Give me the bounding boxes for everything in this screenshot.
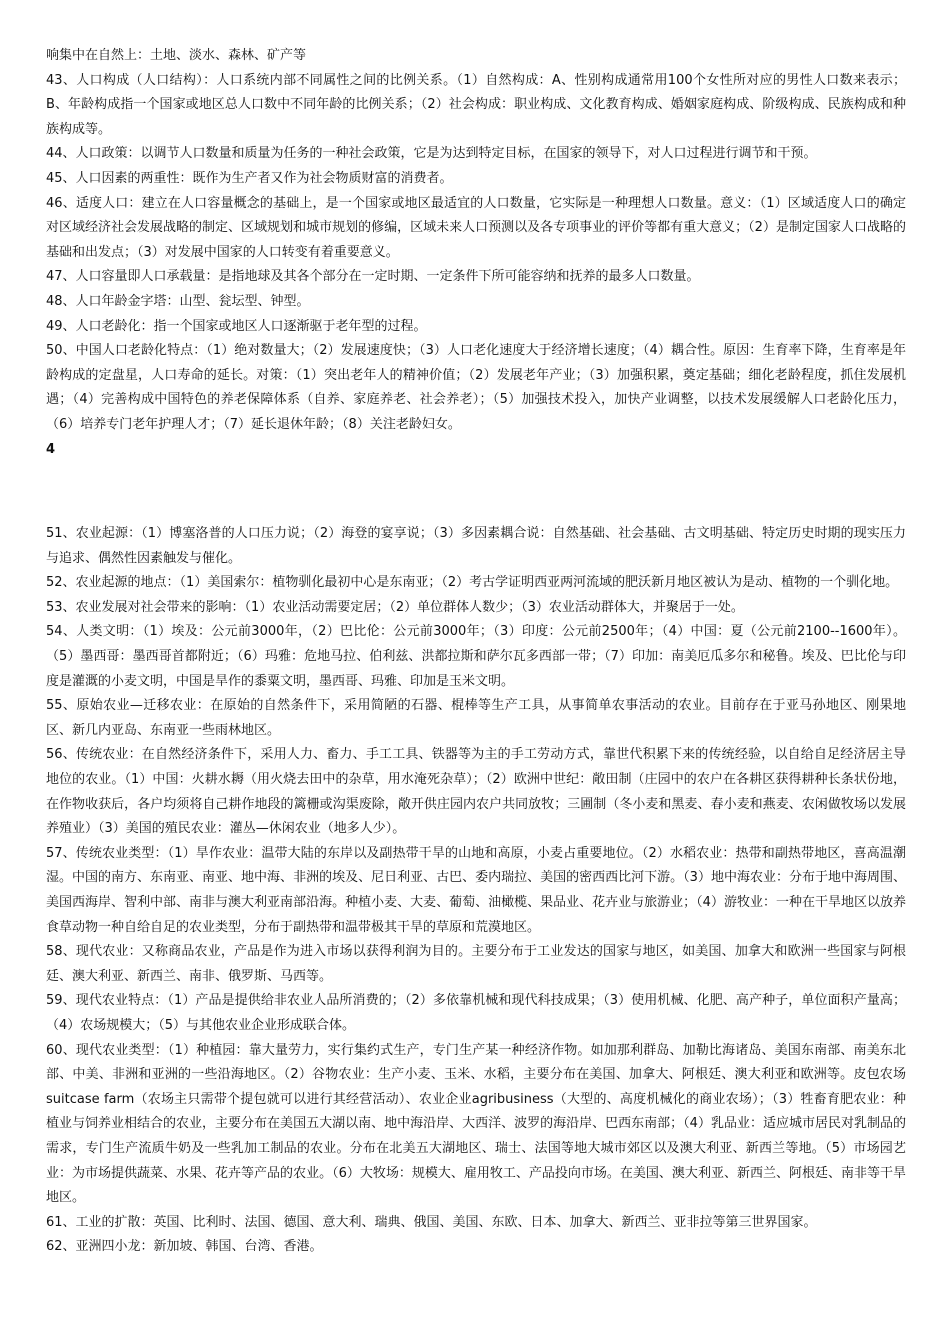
page-break-spacer: [46, 462, 906, 522]
paragraph-56: 56、传统农业：在自然经济条件下，采用人力、畜力、手工工具、铁器等为主的手工劳动方式，靠世代积累下来的传统经验，以自给自足经济居主导地位的农业。（1）中国：火耕水耨（用火烧去田中的杂草，用水淹死杂草）；（2）欧洲中世纪：敞田制（庄园中的农户在各耕区获得耕种长条状份地，在作物收获后，各户均须将自己耕作地段的篱栅或沟渠废除，敞开供庄园内农户共同放牧；三圃制（冬小麦和黑麦、春小麦和燕麦、农闲做牧场以发展养殖业）（3）美国的殖民农业：灌丛—休闲农业（地多人少）。: [46, 747, 906, 837]
paragraph-58: 58、现代农业：又称商品农业，产品是作为进入市场以获得利润为目的。主要分布于工业发达的国家与地区，如美国、加拿大和欧洲一些国家与阿根廷、澳大利亚、新西兰、南非、俄罗斯、马西等。: [46, 944, 906, 984]
paragraph-continuation: 响集中在自然上：土地、淡水、森林、矿产等: [46, 48, 307, 63]
paragraph-54: 54、人类文明：（1）埃及：公元前3000年，（2）巴比伦：公元前3000年；（3）印度：公元前2500年；（4）中国：夏（公元前2100--1600年）。（5）墨西哥：墨西哥首都附近；（6）玛雅：危地马拉、伯利兹、洪都拉斯和萨尔瓦多西部一带；（7）印加：南美厄瓜多尔和秘鲁。埃及、巴比伦与印度是灌溉的小麦文明，中国是旱作的黍粟文明，墨西哥、玛雅、印加是玉米文明。: [46, 624, 906, 689]
paragraph-60: 60、现代农业类型：（1）种植园：靠大量劳力，实行集约式生产，专门生产某一种经济作物。如加那利群岛、加勒比海诸岛、美国东南部、南美东北部、中美、非洲和亚洲的一些沿海地区。（2）谷物农业：生产小麦、玉米、水稻，主要分布在美国、加拿大、阿根廷、澳大利亚和欧洲等。皮包农场suitcase farm（农场主只需带个提包就可以进行其经营活动）、农业企业agribusiness（大型的、高度机械化的商业农场）；（3）牲畜育肥农业：种植业与饲养业相结合的农业，主要分布在美国五大湖以南、地中海沿岸、大西洋、波罗的海沿岸、巴西东南部；（4）乳品业：适应城市居民对乳制品的需求，专门生产流质牛奶及一些乳加工制品的农业。分布在北美五大湖地区、瑞士、法国等地大城市郊区以及澳大利亚、新西兰等地。（5）市场园艺业：为市场提供蔬菜、水果、花卉等产品的农业。（6）大牧场：规模大、雇用牧工、产品投向市场。在美国、澳大利亚、新西兰、阿根廷、南非等干旱地区。: [46, 1042, 906, 1206]
paragraph-47: 47、人口容量即人口承载量：是指地球及其各个部分在一定时期、一定条件下所可能容纳和抚养的最多人口数量。: [46, 269, 700, 285]
paragraph-44: 44、人口政策：以调节人口数量和质量为任务的一种社会政策，它是为达到特定目标，在国家的领导下，对人口过程进行调节和干预。: [46, 146, 817, 162]
paragraph-50: 50、中国人口老龄化特点：（1）绝对数量大；（2）发展速度快；（3）人口老化速度大于经济增长速度；（4）耦合性。原因：生育率下降，生育率是年龄构成的定盘星，人口寿命的延长。对策：（1）突出老年人的精神价值；（2）发展老年产业；（3）加强积累，奠定基础；细化老龄程度，抓住发展机遇；（4）完善构成中国特色的养老保障体系（自养、家庭养老、社会养老）；（5）加强技术投入，加快产业调整，以技术发展缓解人口老龄化压力，（6）培养专门老年护理人才；（7）延长退休年龄；（8）关注老龄妇女。: [46, 343, 906, 432]
paragraph-61: 61、工业的扩散：英国、比利时、法国、德国、意大利、瑞典、俄国、美国、东欧、日本、加拿大、新西兰、亚非拉等第三世界国家。: [46, 1214, 817, 1230]
paragraph-53: 53、农业发展对社会带来的影响：（1）农业活动需要定居；（2）单位群体人数少；（3）农业活动群体大，并聚居于一处。: [46, 599, 744, 615]
paragraph-43: 43、人口构成（人口结构）：人口系统内部不同属性之间的比例关系。（1）自然构成：A、性别构成通常用100个女性所对应的男性人口数来表示；B、年龄构成指一个国家或地区总人口数中不同年龄的比例关系；（2）社会构成：职业构成、文化教育构成、婚姻家庭构成、阶级构成、民族构成和种族构成等。: [46, 72, 906, 137]
paragraph-51: 51、农业起源：（1）博塞洛普的人口压力说；（2）海登的宴享说；（3）多因素耦合说：自然基础、社会基础、古文明基础、特定历史时期的现实压力与追求、偶然性因素触发与催化。: [46, 526, 906, 566]
paragraph-52: 52、农业起源的地点：（1）美国索尔：植物驯化最初中心是东南亚；（2）考古学证明西亚两河流域的肥沃新月地区被认为是动、植物的一个驯化地。: [46, 575, 899, 591]
section-bottom: [46, 522, 906, 1260]
paragraph-48: 48、人口年龄金字塔：山型、瓮坛型、钟型。: [46, 293, 310, 309]
paragraph-59: 59、现代农业特点：（1）产品是提供给非农业人品所消费的；（2）多依靠机械和现代科技成果；（3）使用机械、化肥、高产种子，单位面积产量高；（4）农场规模大；（5）与其他农业企业形成联合体。: [46, 993, 906, 1033]
paragraph-57: 57、传统农业类型：（1）旱作农业：温带大陆的东岸以及副热带干旱的山地和高原，小麦占重要地位。（2）水稻农业：热带和副热带地区，喜高温潮湿。中国的南方、东南亚、南亚、地中海、非洲的埃及、尼日利亚、古巴、委内瑞拉、美国的密西西比河下游。（3）地中海农业：分布于地中海周围、美国西海岸、智利中部、南非与澳大利亚南部沿海。种植小麦、大麦、葡萄、油橄榄、果品业、花卉业与旅游业；（4）游牧业：一种在干旱地区以放养食草动物一种自给自足的农业类型，分布于副热带和温带极其干旱的草原和荒漠地区。: [46, 845, 906, 935]
paragraph-55: 55、原始农业—迁移农业：在原始的自然条件下，采用简陋的石器、棍棒等生产工具，从事简单农事活动的农业。目前存在于亚马孙地区、刚果地区、新几内亚岛、东南亚一些雨林地区。: [46, 698, 906, 738]
paragraph-46: 46、适度人口：建立在人口容量概念的基础上，是一个国家或地区最适宜的人口数量，它实际是一种理想人口数量。意义：（1）区域适度人口的确定对区域经济社会发展战略的制定、区域规划和城市规划的修编，区域未来人口预测以及各专项事业的评价等都有重大意义；（2）是制定国家人口战略的基础和出发点；（3）对发展中国家的人口转变有着重要意义。: [46, 195, 906, 260]
paragraph-49: 49、人口老龄化：指一个国家或地区人口逐渐驱于老年型的过程。: [46, 318, 427, 334]
paragraph-62: 62、亚洲四小龙：新加坡、韩国、台湾、香港。: [46, 1239, 323, 1255]
document-page: [46, 44, 906, 1260]
paragraph-45: 45、人口因素的两重性：既作为生产者又作为社会物质财富的消费者。: [46, 170, 453, 186]
section-top: [46, 44, 906, 438]
page-number: 4: [46, 441, 56, 457]
